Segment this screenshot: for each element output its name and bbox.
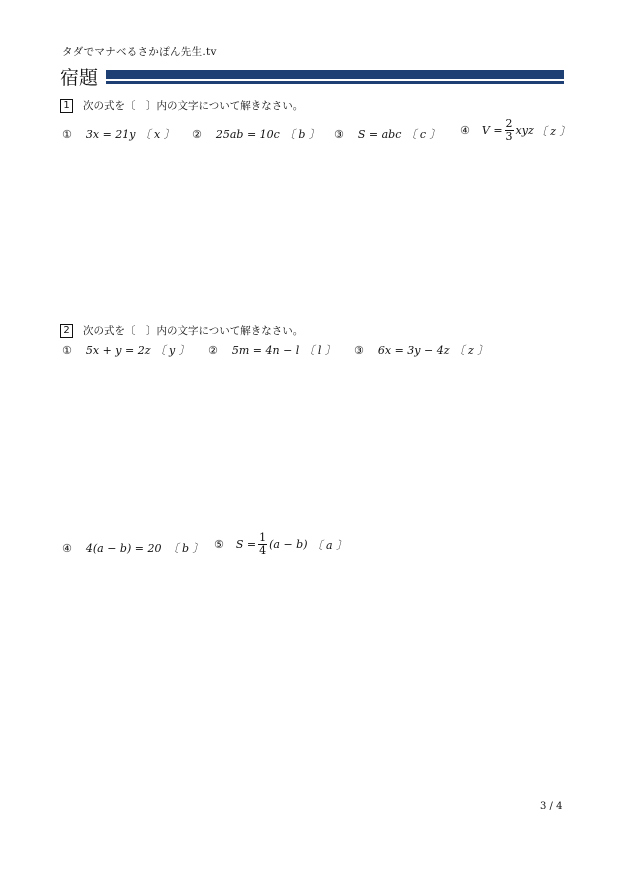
problem-variable: 〔 b 〕 — [167, 542, 204, 555]
q2-problem-5 — [214, 532, 347, 557]
problem-label: ⑤ — [214, 538, 224, 551]
problem-expression-right: (a − b) — [269, 538, 308, 551]
question-1-header — [60, 98, 303, 113]
question-2-header — [60, 323, 303, 338]
problem-label: ② — [208, 343, 218, 357]
problem-expression: 5x + y = 2z — [85, 343, 151, 357]
problem-variable: 〔 y 〕 — [154, 344, 190, 357]
fraction-numerator: 2 — [505, 117, 513, 130]
problem-expression: S = abc — [357, 127, 402, 141]
problem-label: ④ — [460, 124, 470, 137]
title-row — [60, 66, 564, 90]
site-name: タダでマナベるさかぽん先生.tv — [62, 46, 217, 58]
problem-variable: 〔 a 〕 — [311, 538, 348, 552]
q1-problem-4 — [460, 118, 571, 143]
problem-expression-left: V = — [481, 124, 503, 137]
problem-variable: 〔 l 〕 — [303, 344, 336, 357]
problem-variable: 〔 c 〕 — [405, 128, 441, 141]
problem-label: ① — [62, 343, 72, 357]
title-band-thin — [106, 81, 564, 84]
fraction — [505, 118, 514, 143]
problem-expression: 4(a − b) = 20 — [85, 541, 162, 555]
q2-problem-3 — [354, 342, 488, 358]
problem-variable: 〔 b 〕 — [283, 128, 320, 141]
q1-problem-3 — [334, 126, 441, 142]
problem-variable: 〔 z 〕 — [535, 124, 571, 138]
fraction-numerator: 1 — [259, 531, 267, 544]
question-2-instruction: 次の式を〔 〕内の文字について解きなさい。 — [83, 325, 304, 337]
problem-expression: 5m = 4n − l — [231, 343, 300, 357]
q2-problem-2 — [208, 342, 336, 358]
fraction — [258, 532, 267, 557]
question-1-number: 1 — [60, 99, 73, 113]
problem-expression-left: S = — [235, 538, 257, 551]
q1-problem-2 — [192, 126, 320, 142]
q2-problem-4 — [62, 540, 204, 556]
fraction-denominator: 3 — [505, 130, 513, 143]
problem-label: ③ — [354, 343, 364, 357]
q2-problem-1 — [62, 342, 190, 358]
problem-variable: 〔 z 〕 — [453, 344, 489, 357]
problem-variable: 〔 x 〕 — [139, 128, 175, 141]
problem-label: ② — [192, 127, 202, 141]
problem-expression: 6x = 3y − 4z — [377, 343, 450, 357]
problem-label: ④ — [62, 541, 72, 555]
page-title: 宿題 — [60, 67, 99, 89]
problem-expression: 3x = 21y — [85, 127, 136, 141]
problem-label: ① — [62, 127, 72, 141]
title-band-thick — [106, 70, 564, 79]
q1-problem-1 — [62, 126, 175, 142]
problem-label: ③ — [334, 127, 344, 141]
problem-expression-right: xyz — [515, 124, 534, 137]
fraction-denominator: 4 — [259, 544, 267, 557]
question-2-number: 2 — [60, 324, 73, 338]
question-1-instruction: 次の式を〔 〕内の文字について解きなさい。 — [83, 100, 304, 112]
problem-expression: 25ab = 10c — [215, 127, 280, 141]
page-number: 3 / 4 — [540, 801, 563, 812]
